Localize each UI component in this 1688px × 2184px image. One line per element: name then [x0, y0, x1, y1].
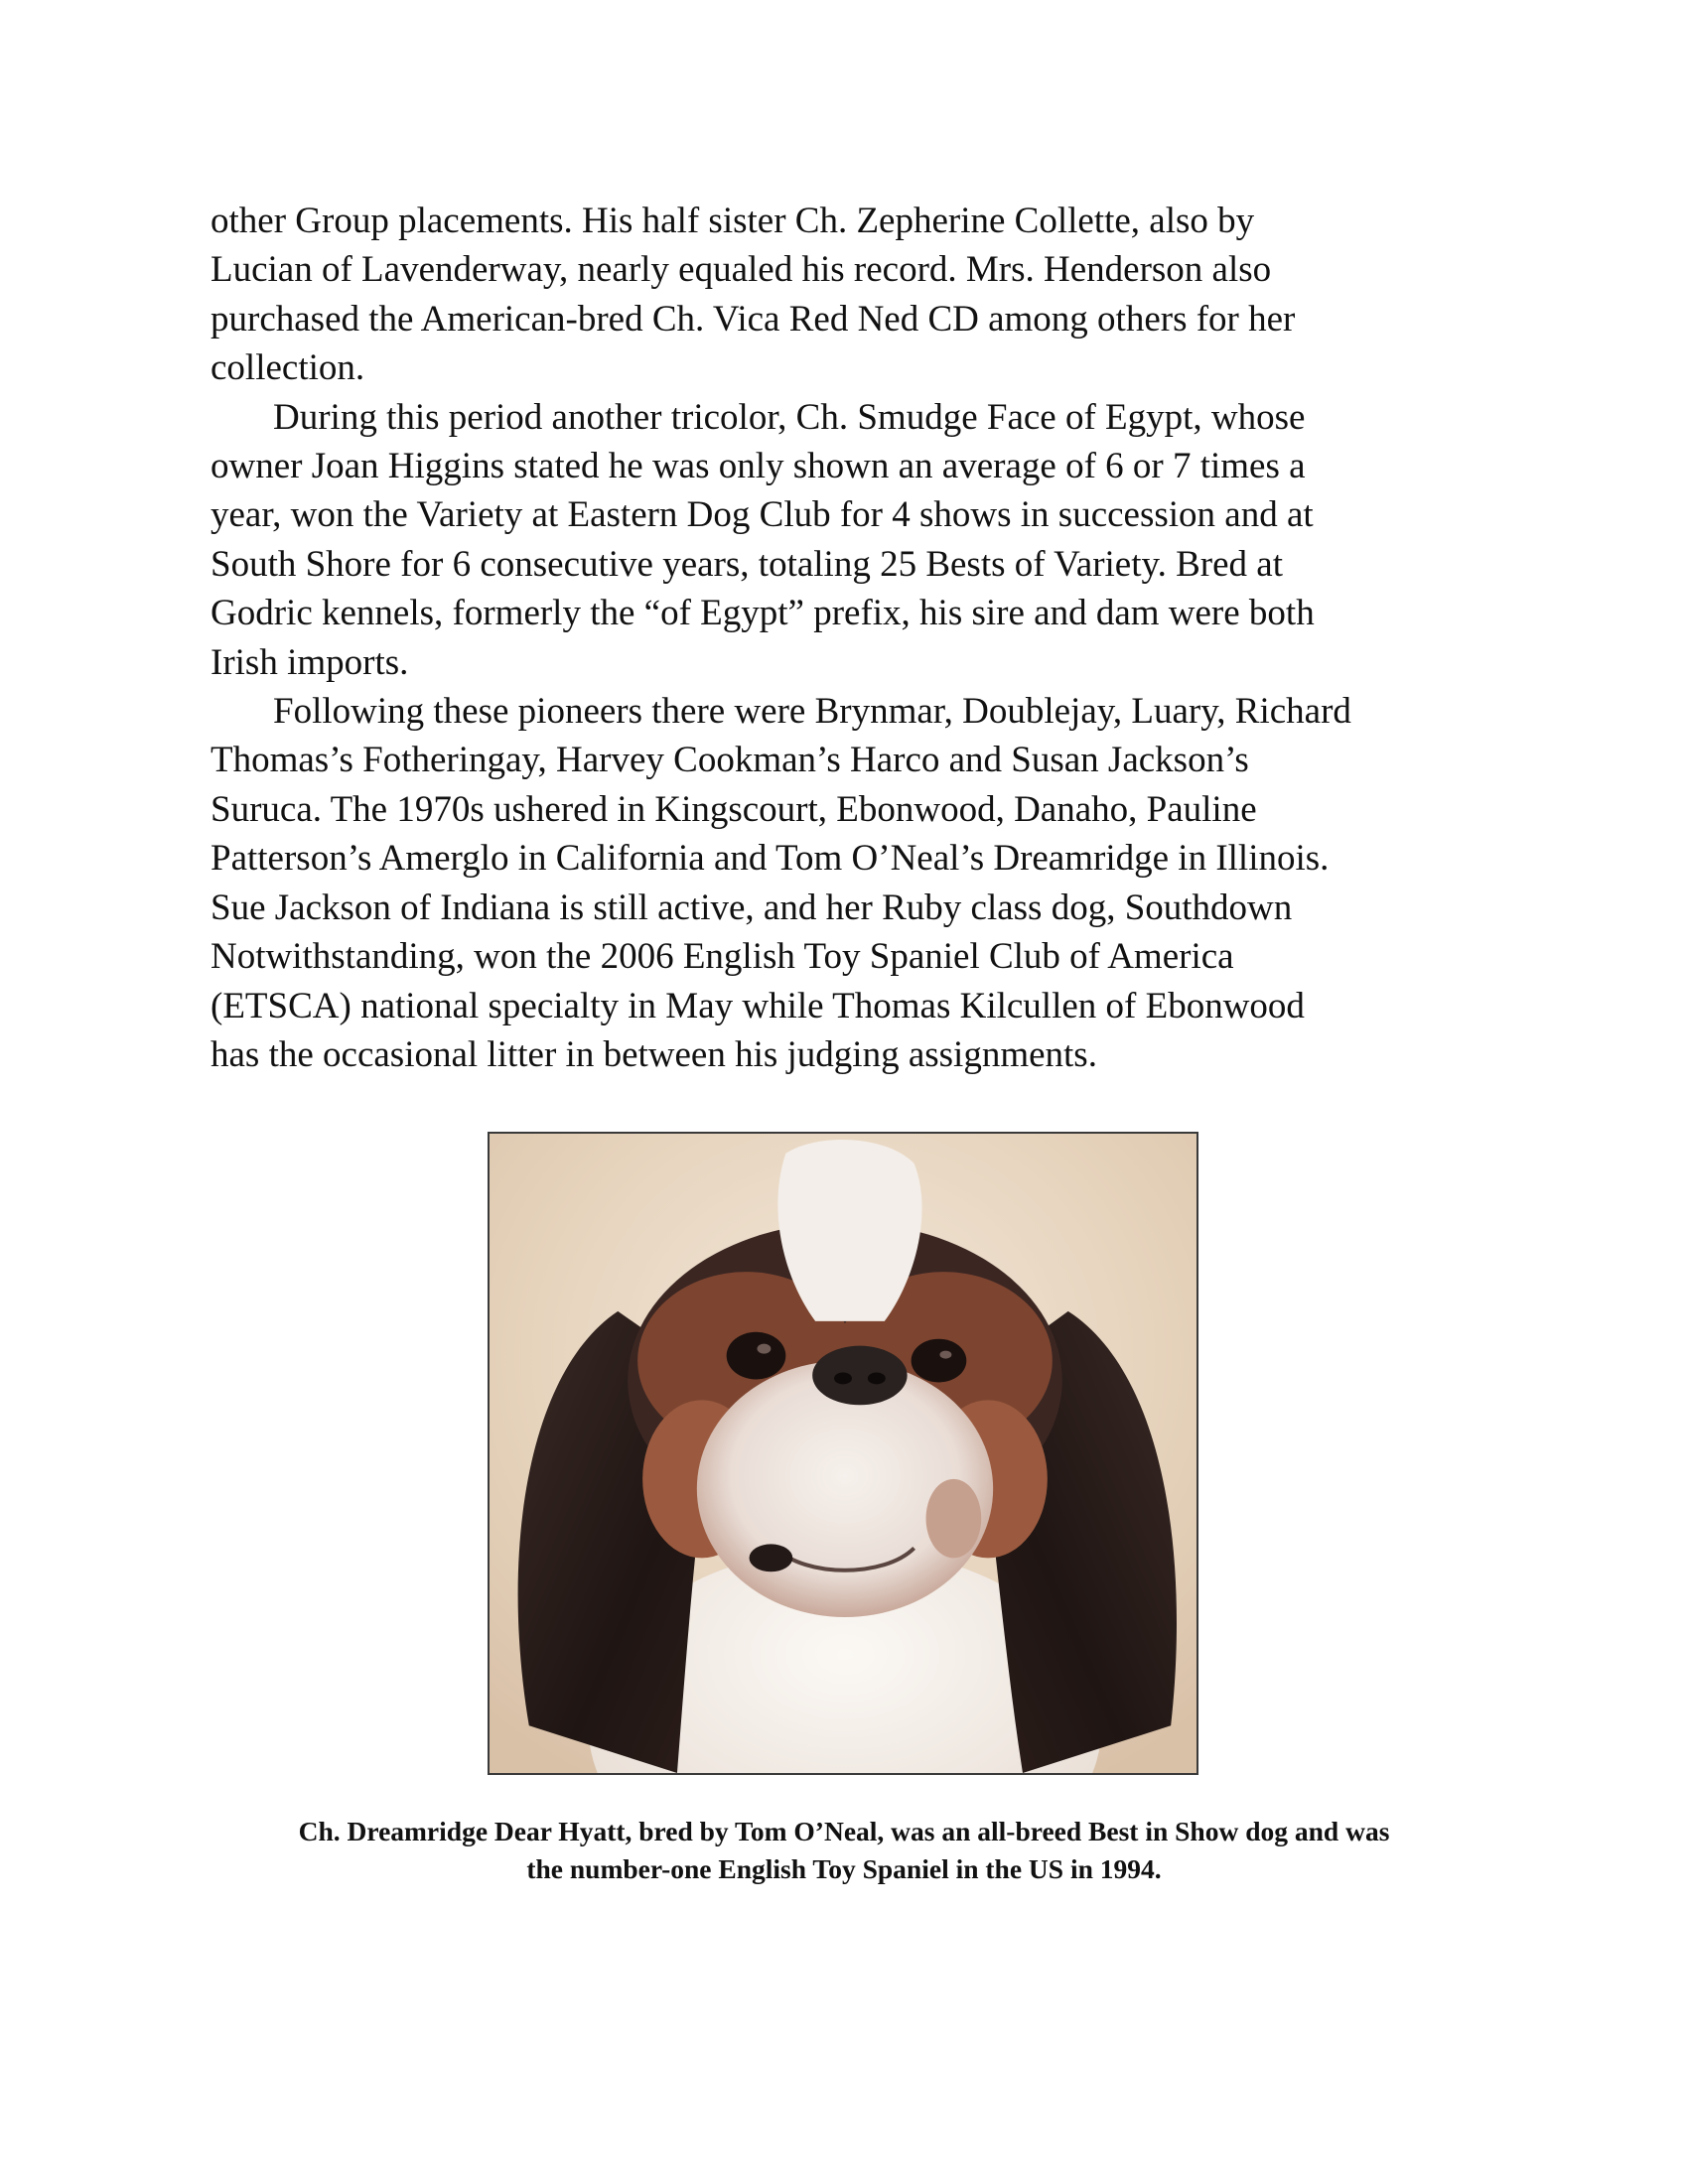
text-line: has the occasional litter in between his judging assignments.	[211, 1033, 1097, 1075]
caption-line: the number-one English Toy Spaniel in the US in 1994.	[526, 1853, 1162, 1884]
text-line: Notwithstanding, won the 2006 English Toy Spaniel Club of America	[211, 936, 1234, 978]
text-line: South Shore for 6 consecutive years, totaling 25 Bests of Variety. Bred at	[211, 543, 1283, 585]
text-line: Patterson’s Amerglo in California and Tom O’Neal’s Dreamridge in Illinois.	[211, 838, 1330, 880]
text-line: Lucian of Lavenderway, nearly equaled his record. Mrs. Henderson also	[211, 249, 1272, 291]
text-line: Following these pioneers there were Brynmar, Doublejay, Luary, Richard	[273, 691, 1351, 733]
body-text	[211, 197, 1501, 1079]
dog-photo	[488, 1132, 1198, 1775]
figure-caption	[149, 1813, 1539, 1888]
text-line: purchased the American-bred Ch. Vica Red Ned CD among others for her	[211, 298, 1296, 340]
caption-line: Ch. Dreamridge Dear Hyatt, bred by Tom O’Neal, was an all-breed Best in Show dog and was	[298, 1816, 1390, 1846]
text-line: (ETSCA) national specialty in May while Thomas Kilcullen of Ebonwood	[211, 985, 1305, 1026]
text-line: owner Joan Higgins stated he was only shown an average of 6 or 7 times a	[211, 446, 1306, 487]
text-line: Irish imports.	[211, 641, 409, 683]
text-line: Godric kennels, formerly the “of Egypt” prefix, his sire and dam were both	[211, 593, 1315, 634]
text-line: Thomas’s Fotheringay, Harvey Cookman’s Harco and Susan Jackson’s	[211, 740, 1249, 781]
paragraph	[211, 687, 1501, 1079]
paragraph	[211, 393, 1501, 687]
dog-photo-image	[490, 1134, 1196, 1773]
text-line: During this period another tricolor, Ch. Smudge Face of Egypt, whose	[273, 396, 1306, 438]
text-line: Suruca. The 1970s ushered in Kingscourt, Ebonwood, Danaho, Pauline	[211, 788, 1257, 830]
text-line: year, won the Variety at Eastern Dog Club for 4 shows in succession and at	[211, 494, 1314, 536]
text-line: collection.	[211, 347, 365, 389]
paragraph	[211, 197, 1501, 393]
text-line: Sue Jackson of Indiana is still active, and her Ruby class dog, Southdown	[211, 887, 1293, 928]
text-line: other Group placements. His half sister Ch. Zepherine Collette, also by	[211, 201, 1255, 241]
